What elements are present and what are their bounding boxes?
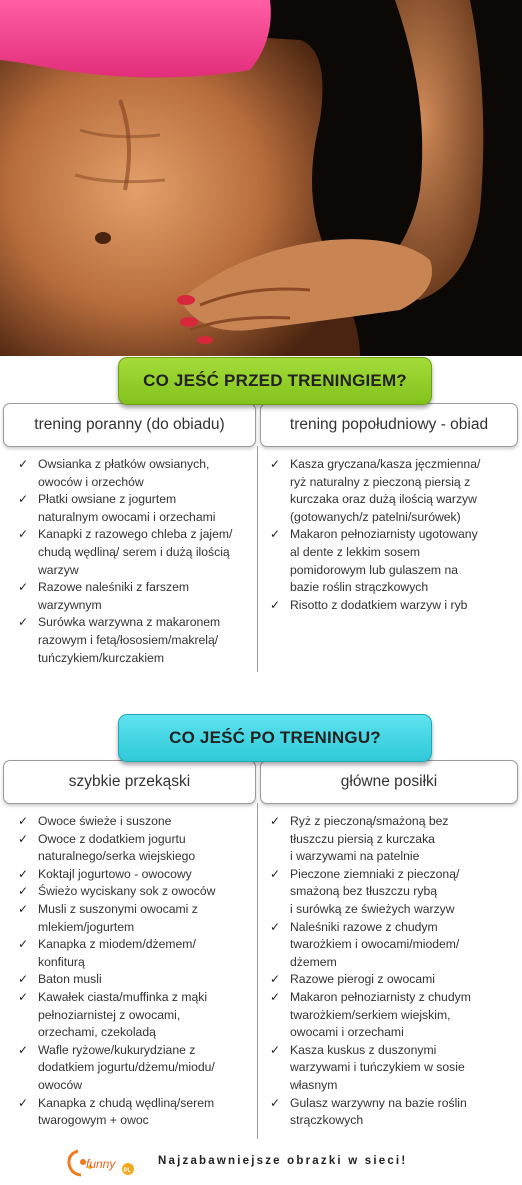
list-item-text: Kanapki z razowego chleba z jajem/ chudą wędliną/ serem i dużą ilością warzyw	[38, 527, 233, 577]
list-item-text: Razowe pierogi z owocami	[290, 972, 435, 987]
check-icon: ✓	[270, 989, 281, 1004]
check-icon: ✓	[18, 831, 29, 846]
check-icon: ✓	[18, 1042, 29, 1057]
list-item	[266, 919, 518, 972]
check-icon: ✓	[18, 884, 29, 899]
check-icon: ✓	[18, 580, 29, 595]
check-icon: ✓	[18, 615, 29, 630]
list-item-text: Naleśniki razowe z chudym twarożkiem i owocami/miodem/ dżemem	[290, 919, 460, 969]
check-icon: ✓	[270, 919, 281, 934]
check-icon: ✓	[18, 492, 29, 507]
list-item-text: Musli z suszonymi owocami z mlekiem/jogurtem	[38, 901, 198, 934]
list-item-text: Risotto z dodatkiem warzyw i ryb	[290, 597, 468, 612]
list-item-text: Owsianka z płatków owsianych, owoców i orzechów	[38, 457, 210, 489]
column-header-morning: trening poranny (do obiadu)	[3, 403, 256, 447]
list-item	[266, 813, 518, 866]
check-icon: ✓	[18, 457, 29, 471]
list-item-text: Płatki owsiane z jogurtem naturalnym owocami i orzechami	[38, 492, 216, 524]
list-item	[14, 901, 254, 936]
list-item	[14, 526, 254, 579]
check-icon: ✓	[18, 1095, 29, 1110]
list-item	[266, 456, 518, 526]
list-item	[14, 989, 254, 1042]
check-icon: ✓	[270, 457, 281, 471]
check-icon: ✓	[270, 1042, 281, 1057]
list-item-text: Kawałek ciasta/muffinka z mąki pełnoziarnistej z owocami, orzechami, czekoladą	[38, 989, 208, 1040]
logo-mark	[64, 1146, 138, 1180]
list-item	[266, 866, 518, 919]
list-item	[266, 1042, 518, 1095]
list-item	[14, 491, 254, 526]
list-item	[14, 1095, 254, 1130]
logo-text: funny	[86, 1157, 116, 1171]
list-item	[14, 1042, 254, 1095]
check-icon: ✓	[270, 814, 281, 828]
list-item	[14, 579, 254, 614]
list-item	[266, 526, 518, 596]
list-item-text: Kanapka z chudą wędliną/serem twarogowym + owoc	[38, 1095, 215, 1128]
check-icon: ✓	[270, 972, 281, 987]
list-item-text: Owoce świeże i suszone	[38, 814, 172, 828]
column-header-main-meals: główne posiłki	[260, 760, 518, 804]
list-morning	[14, 456, 254, 667]
check-icon: ✓	[18, 972, 29, 987]
list-item	[14, 456, 254, 491]
list-item	[266, 597, 518, 615]
list-item-text: Koktajl jogurtowo - owocowy	[38, 866, 192, 881]
list-item	[14, 971, 254, 989]
list-item-text: Świeżo wyciskany sok z owoców	[38, 884, 216, 899]
heading-before-training: CO JEŚĆ PRZED TRENINGIEM?	[118, 357, 432, 405]
list-snacks	[14, 813, 254, 1130]
footer	[0, 1144, 522, 1184]
list-item	[14, 936, 254, 971]
column-divider	[257, 446, 258, 672]
list-item-text: Kasza gryczana/kasza jęczmienna/ ryż naturalny z pieczoną piersią z kurczaka oraz dużą ilością warzyw (gotowanych/z patelni/surówek)	[290, 457, 481, 524]
list-item	[266, 989, 518, 1042]
list-item-text: Ryż z pieczoną/smażoną bez tłuszczu piersią z kurczaka i warzywami na patelnie	[290, 814, 449, 864]
check-icon: ✓	[270, 597, 281, 612]
site-logo[interactable]	[64, 1146, 138, 1180]
column-header-afternoon: trening popołudniowy - obiad	[260, 403, 518, 447]
list-item	[14, 831, 254, 866]
check-icon: ✓	[270, 527, 281, 542]
list-main-meals	[266, 813, 518, 1130]
list-item	[14, 614, 254, 667]
list-item-text: Gulasz warzywny na bazie roślin strączkowych	[290, 1095, 467, 1128]
check-icon: ✓	[270, 1095, 281, 1110]
fitness-photo	[0, 0, 522, 356]
tagline: Najzabawniejsze obrazki w sieci!	[158, 1155, 408, 1167]
list-item-text: Owoce z dodatkiem jogurtu naturalnego/serka wiejskiego	[38, 831, 196, 864]
list-item	[14, 866, 254, 884]
check-icon: ✓	[18, 814, 29, 828]
check-icon: ✓	[18, 989, 29, 1004]
check-icon: ✓	[18, 866, 29, 881]
list-item-text: Pieczone ziemniaki z pieczoną/ smażoną bez tłuszczu rybą i surówką ze świeżych warzyw	[290, 866, 460, 916]
list-item-text: Makaron pełnoziarnisty ugotowany al dente z lekkim sosem pomidorowym lub gulaszem na bazie roślin strączkowych	[290, 527, 478, 595]
list-item	[14, 883, 254, 901]
check-icon: ✓	[270, 866, 281, 881]
list-item-text: Makaron pełnoziarnisty z chudym twarożkiem/serkiem wiejskim, owocami i orzechami	[290, 989, 471, 1040]
list-item	[14, 813, 254, 831]
check-icon: ✓	[18, 527, 29, 542]
list-afternoon	[266, 456, 518, 614]
heading-after-training: CO JEŚĆ PO TRENINGU?	[118, 714, 432, 762]
check-icon: ✓	[18, 937, 29, 952]
column-divider	[257, 803, 258, 1139]
logo-badge: PL	[123, 1168, 132, 1174]
abs-illustration	[0, 0, 522, 356]
list-item-text: Kasza kuskus z duszonymi warzywami i tuńczykiem w sosie własnym	[290, 1042, 465, 1092]
list-item-text: Wafle ryżowe/kukurydziane z dodatkiem jogurtu/dżemu/miodu/ owoców	[38, 1042, 215, 1092]
list-item-text: Razowe naleśniki z farszem warzywnym	[38, 580, 190, 612]
list-item-text: Baton musli	[38, 972, 102, 987]
list-item	[266, 971, 518, 989]
check-icon: ✓	[18, 901, 29, 916]
column-header-snacks: szybkie przekąski	[3, 760, 256, 804]
list-item-text: Surówka warzywna z makaronem razowym i fetą/łososiem/makrelą/ tuńczykiem/kurczakiem	[38, 615, 221, 665]
list-item-text: Kanapka z miodem/dżemem/ konfiturą	[38, 937, 196, 969]
list-item	[266, 1095, 518, 1130]
